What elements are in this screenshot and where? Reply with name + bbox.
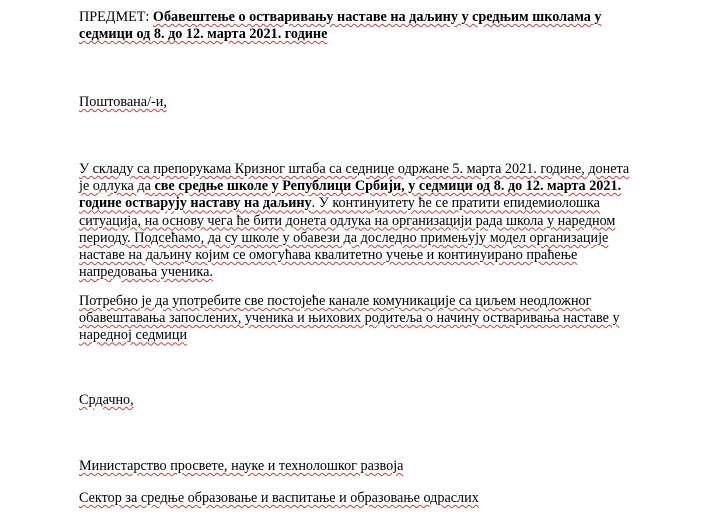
body1-text-2: . У континуитету ће се пратити епидемиолошка ситуација, на основу чега ће бити донета одлука на организацији рада школа у наредном периоду. Подсећамо, да су школе у обавези да доследно примењују модел организације наставе на даљину којим се омогућава квалитетно учење и континуирано праћење напредовања ученика. — [79, 195, 616, 281]
body1-text-bold: све средње школе у Републици Србији, у седмици од 8. до 12. марта 2021. године остварују наставу на даљину — [79, 178, 622, 212]
subject-line — [79, 9, 639, 43]
subject-prefix: ПРЕДМЕТ: — [79, 9, 153, 25]
closing: Срдачно, — [79, 392, 134, 408]
body-paragraph-2: Потребно је да употребите све постојеће канале комуникације са циљем неодложног обавештавања запослених, ученика и њихових родитеља о начину остваривања наставе у наредној седмици — [79, 293, 620, 344]
signature-ministry: Министарство просвете, науке и технолошког развоја — [79, 458, 404, 474]
body-paragraph-1 — [79, 161, 639, 281]
document-page — [79, 0, 639, 528]
signature-sector: Сектор за средње образовање и васпитање и образовање одраслих — [79, 490, 479, 506]
body1-text-1: У складу са препорукама Кризног штаба са седнице одржане 5. марта 2021. године, донета је одлука да — [79, 161, 630, 195]
greeting: Поштована/-и, — [79, 94, 167, 110]
subject-title: Обавештење о остваривању наставе на даљину у средњим школама у седмици од 8. до 12. марта 2021. године — [79, 9, 602, 43]
